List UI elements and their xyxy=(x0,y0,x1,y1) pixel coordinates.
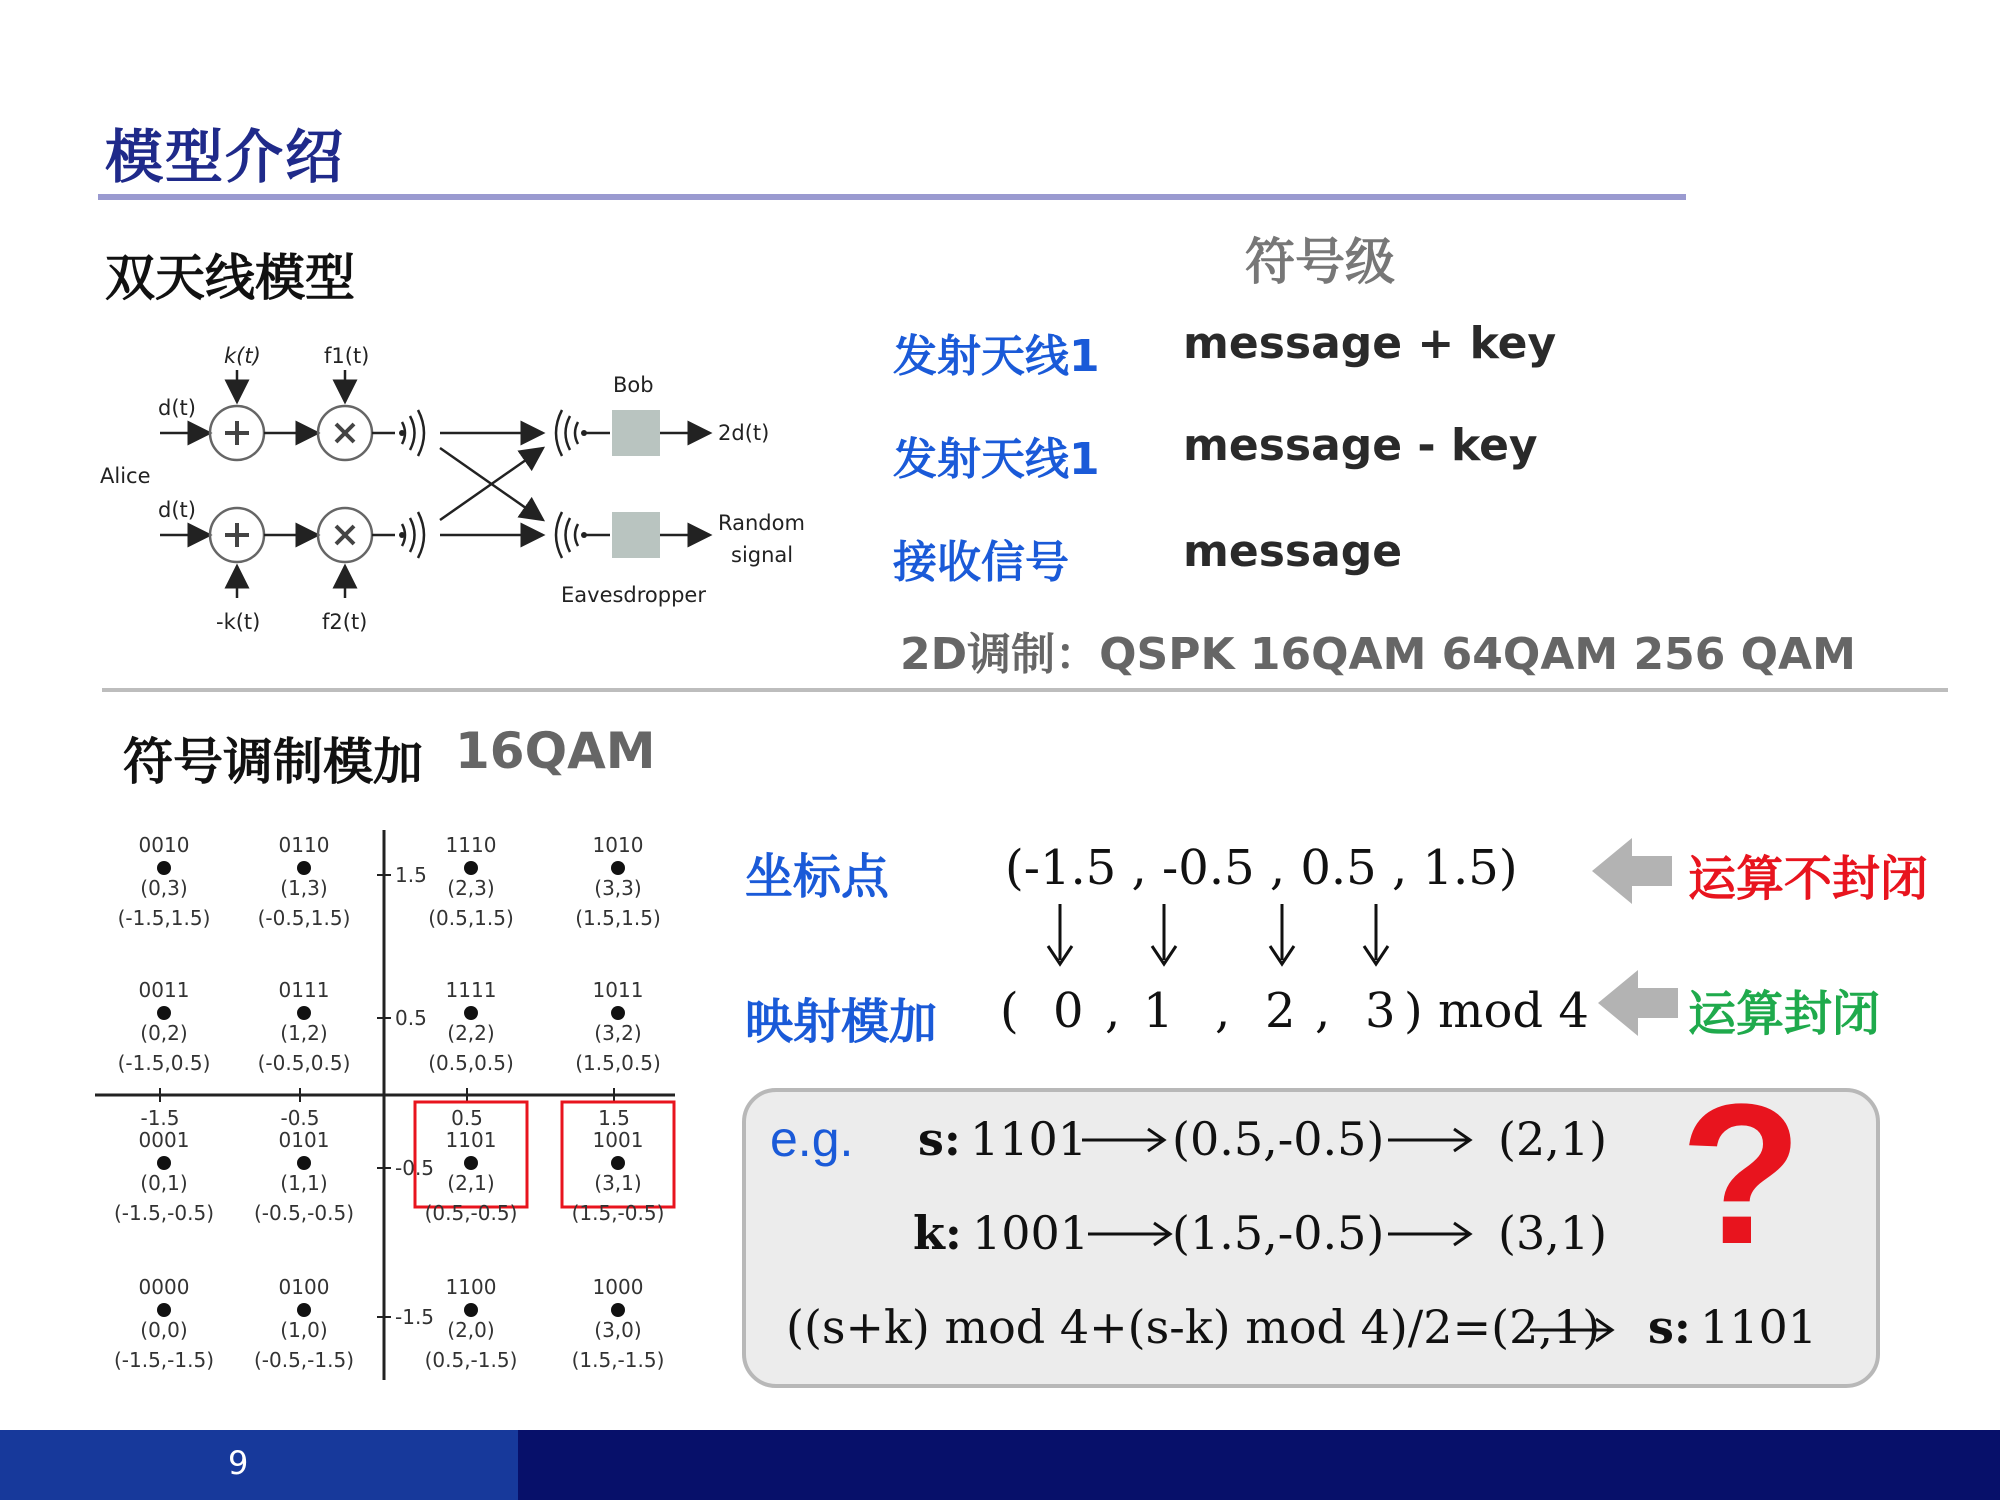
k-label: k(t) xyxy=(224,344,261,368)
x-tick-label: 0.5 xyxy=(451,1106,483,1130)
not-closed-label: 运算不封闭 xyxy=(1688,851,1929,907)
map-close: ) mod 4 xyxy=(1404,983,1589,1039)
point-bits: 1011 xyxy=(592,978,644,1002)
constellation-point xyxy=(114,1275,214,1372)
point-bits: 1100 xyxy=(445,1275,497,1299)
y-tick-label: -0.5 xyxy=(395,1156,435,1180)
bob-output-label: 2d(t) xyxy=(718,421,770,445)
point-bits: 0001 xyxy=(138,1128,190,1152)
example-result-label: s: xyxy=(1648,1300,1691,1354)
point-index: (1,2) xyxy=(280,1021,328,1045)
x-tick-label: -1.5 xyxy=(140,1106,180,1130)
x-tick-label: -0.5 xyxy=(280,1106,320,1130)
map-comma-3: , xyxy=(1315,983,1331,1039)
y-tick-label: 0.5 xyxy=(395,1006,427,1030)
point-index: (0,1) xyxy=(140,1171,188,1195)
dual-antenna-heading: 双天线模型 xyxy=(105,249,355,307)
antenna1-label: 发射天线1 xyxy=(893,331,1100,382)
map-value-0: 0 xyxy=(1053,983,1084,1039)
coord-label: 坐标点 xyxy=(745,849,890,905)
point-coord: (-1.5,0.5) xyxy=(117,1051,211,1075)
not-closed-arrow-icon xyxy=(1592,838,1672,904)
point-index: (2,1) xyxy=(447,1171,495,1195)
point-index: (1,1) xyxy=(280,1171,328,1195)
eavesdropper-label: Eavesdropper xyxy=(561,583,706,607)
point-dot xyxy=(611,1303,625,1317)
map-open-paren: ( xyxy=(1000,983,1019,1039)
mapping-arrows xyxy=(1040,898,1400,970)
constellation-point xyxy=(425,1275,518,1372)
point-dot xyxy=(157,861,171,875)
point-coord: (1.5,0.5) xyxy=(575,1051,661,1075)
point-index: (3,0) xyxy=(594,1318,642,1342)
point-coord: (0.5,-0.5) xyxy=(424,1201,518,1225)
constellation-point xyxy=(575,978,661,1075)
modular-heading-suffix: 16QAM xyxy=(455,722,656,780)
point-coord: (-0.5,1.5) xyxy=(257,906,351,930)
point-dot xyxy=(611,1156,625,1170)
map-comma-1: , xyxy=(1105,983,1121,1039)
map-comma-2: , xyxy=(1215,983,1231,1039)
f2-label: f2(t) xyxy=(322,610,368,634)
y-tick-label: -1.5 xyxy=(395,1305,435,1329)
example-s-label: s: xyxy=(918,1112,961,1166)
point-index: (2,0) xyxy=(447,1318,495,1342)
point-dot xyxy=(611,1006,625,1020)
constellation-point xyxy=(254,1128,354,1225)
constellation-point xyxy=(575,833,661,930)
example-k-label: k: xyxy=(913,1206,962,1260)
antenna1-value: message + key xyxy=(1183,318,1557,369)
f1-label: f1(t) xyxy=(324,344,370,368)
example-s-bits: 1101 xyxy=(970,1112,1088,1166)
point-dot xyxy=(297,1303,311,1317)
qam16-constellation xyxy=(90,820,690,1380)
d-top-label: d(t) xyxy=(158,396,196,420)
received-label: 接收信号 xyxy=(893,537,1069,588)
page-number: 9 xyxy=(228,1444,249,1482)
symbol-level-heading: 符号级 xyxy=(1245,233,1395,291)
example-s-idx: (2,1) xyxy=(1498,1112,1608,1166)
point-bits: 0110 xyxy=(278,833,330,857)
footer-left-band xyxy=(0,1430,518,1500)
constellation-point xyxy=(258,978,351,1075)
point-coord: (0.5,-1.5) xyxy=(424,1348,518,1372)
point-coord: (-1.5,-0.5) xyxy=(113,1201,215,1225)
example-s-coord: (0.5,-0.5) xyxy=(1172,1112,1385,1166)
point-bits: 1010 xyxy=(592,833,644,857)
point-dot xyxy=(297,1006,311,1020)
point-bits: 0010 xyxy=(138,833,190,857)
point-coord: (1.5,1.5) xyxy=(575,906,661,930)
random-label-2: signal xyxy=(731,543,794,567)
point-bits: 1001 xyxy=(592,1128,644,1152)
point-bits: 0101 xyxy=(278,1128,330,1152)
point-coord: (1.5,-0.5) xyxy=(571,1201,665,1225)
point-dot xyxy=(297,861,311,875)
random-label-1: Random xyxy=(718,511,805,535)
example-result-bits: 1101 xyxy=(1700,1300,1818,1354)
point-bits: 0100 xyxy=(278,1275,330,1299)
received-value: message xyxy=(1183,526,1403,577)
constellation-point xyxy=(254,1275,354,1372)
point-index: (3,2) xyxy=(594,1021,642,1045)
point-dot xyxy=(157,1303,171,1317)
example-k-coord: (1.5,-0.5) xyxy=(1172,1206,1385,1260)
constellation-point xyxy=(258,833,351,930)
point-dot xyxy=(464,861,478,875)
y-tick-label: 1.5 xyxy=(395,863,427,887)
map-label: 映射模加 xyxy=(745,994,938,1050)
point-dot xyxy=(157,1156,171,1170)
point-bits: 1110 xyxy=(445,833,497,857)
map-value-3: 3 xyxy=(1365,983,1396,1039)
point-bits: 0011 xyxy=(138,978,190,1002)
point-coord: (-0.5,-0.5) xyxy=(253,1201,355,1225)
point-bits: 0111 xyxy=(278,978,330,1002)
example-k-arrow-1-icon xyxy=(1088,1219,1174,1249)
example-eg: e.g. xyxy=(770,1111,854,1167)
point-bits: 0000 xyxy=(138,1275,190,1299)
point-dot xyxy=(464,1303,478,1317)
d-bottom-label: d(t) xyxy=(158,498,196,522)
modular-heading: 符号调制模加 xyxy=(123,733,423,791)
footer-right-band xyxy=(518,1430,2000,1500)
point-coord: (-1.5,1.5) xyxy=(117,906,211,930)
alice-label: Alice xyxy=(100,464,151,488)
x-tick-label: 1.5 xyxy=(598,1106,630,1130)
antenna2-label: 发射天线1 xyxy=(893,434,1100,485)
point-dot xyxy=(464,1156,478,1170)
point-index: (1,3) xyxy=(280,876,328,900)
constellation-point xyxy=(118,978,211,1075)
example-k-idx: (3,1) xyxy=(1498,1206,1608,1260)
point-coord: (0.5,1.5) xyxy=(428,906,514,930)
point-bits: 1111 xyxy=(445,978,497,1002)
point-dot xyxy=(157,1006,171,1020)
map-value-2: 2 xyxy=(1265,983,1296,1039)
point-index: (1,0) xyxy=(280,1318,328,1342)
eve-block xyxy=(612,512,660,558)
dual-antenna-diagram xyxy=(90,330,830,650)
closed-arrow-icon xyxy=(1598,970,1678,1036)
constellation-point xyxy=(428,978,514,1075)
map-value-1: 1 xyxy=(1143,983,1174,1039)
point-index: (0,0) xyxy=(140,1318,188,1342)
example-k-arrow-2-icon xyxy=(1388,1219,1474,1249)
point-coord: (0.5,0.5) xyxy=(428,1051,514,1075)
example-s-arrow-2-icon xyxy=(1388,1125,1474,1155)
antenna2-value: message - key xyxy=(1183,420,1538,471)
point-index: (3,1) xyxy=(594,1171,642,1195)
point-coord: (-0.5,-1.5) xyxy=(253,1348,355,1372)
point-bits: 1101 xyxy=(445,1128,497,1152)
example-k-bits: 1001 xyxy=(972,1206,1090,1260)
point-index: (2,3) xyxy=(447,876,495,900)
modulation-list: 2D调制：QSPK 16QAM 64QAM 256 QAM xyxy=(900,629,1856,680)
constellation-point xyxy=(118,833,211,930)
point-index: (0,3) xyxy=(140,876,188,900)
point-dot xyxy=(464,1006,478,1020)
closed-label: 运算封闭 xyxy=(1688,986,1881,1042)
constellation-point xyxy=(114,1128,214,1225)
point-index: (2,2) xyxy=(447,1021,495,1045)
point-index: (3,3) xyxy=(594,876,642,900)
section-divider xyxy=(102,688,1948,692)
point-bits: 1000 xyxy=(592,1275,644,1299)
question-mark-icon: ? xyxy=(1680,1063,1803,1286)
point-coord: (1.5,-1.5) xyxy=(571,1348,665,1372)
point-coord: (-0.5,0.5) xyxy=(257,1051,351,1075)
bob-label: Bob xyxy=(613,373,654,397)
point-dot xyxy=(297,1156,311,1170)
example-s-arrow-1-icon xyxy=(1082,1125,1168,1155)
point-dot xyxy=(611,861,625,875)
example-result-arrow-icon xyxy=(1530,1315,1616,1345)
title-divider xyxy=(98,194,1686,200)
point-coord: (-1.5,-1.5) xyxy=(113,1348,215,1372)
example-formula: ((s+k) mod 4+(s-k) mod 4)/2=(2,1) xyxy=(786,1300,1601,1354)
neg-k-label: -k(t) xyxy=(216,610,261,634)
constellation-point xyxy=(572,1275,665,1372)
point-index: (0,2) xyxy=(140,1021,188,1045)
bob-block xyxy=(612,410,660,456)
slide-title: 模型介绍 xyxy=(105,123,346,191)
coord-values: (-1.5 , -0.5 , 0.5 , 1.5) xyxy=(1005,840,1518,896)
constellation-point xyxy=(428,833,514,930)
